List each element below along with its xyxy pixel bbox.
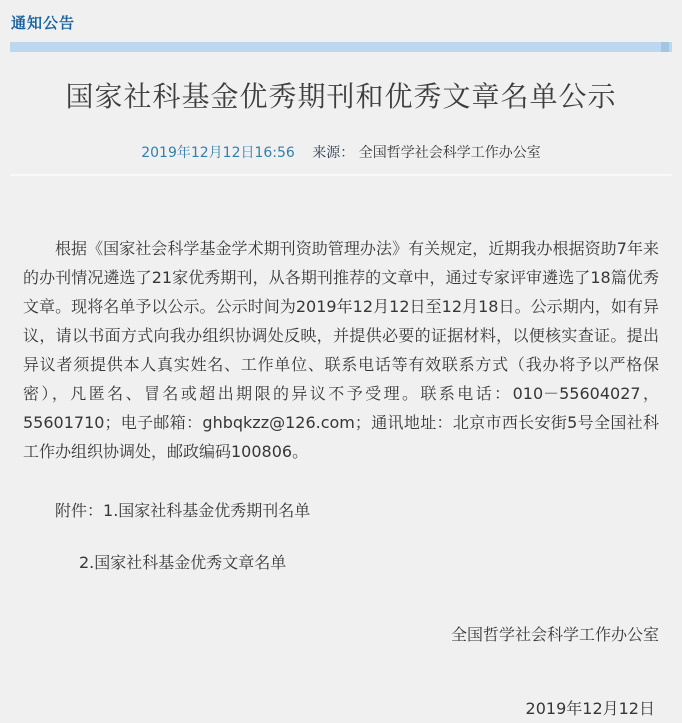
- header-divider-bar: [10, 42, 672, 52]
- attachment-line-2: [23, 548, 659, 577]
- publish-datetime: 2019年12月12日16:56: [141, 145, 295, 161]
- notice-body-paragraph: 根据《国家社会科学基金学术期刊资助管理办法》有关规定，近期我办根据资助7年来的办刊情况遴选了21家优秀期刊，从各期刊推荐的文章中，通过专家评审遴选了18篇优秀文章。现将名单予以公示。公示时间为2019年12月12日至12月18日。公示期内，如有异议，请以书面方式向我办组织协调处反映，并提供必要的证据材料，以便核实查证。提出异议者须提供本人真实姓名、工作单位、联系电话等有效联系方式（我办将予以严格保密），凡匿名、冒名或超出期限的异议不予受理。联系电话：010－55604027，55601710；电子邮箱：ghbqkzz@126.com；通讯地址：北京市西长安街5号全国社科工作办组织协调处，邮政编码100806。: [23, 239, 659, 461]
- source-name: 全国哲学社会科学工作办公室: [358, 145, 541, 161]
- header-bar-end-cap: [661, 42, 669, 52]
- attachment-item-1: 1.国家社科基金优秀期刊名单: [103, 501, 311, 520]
- section-title-notices[interactable]: 通知公告: [11, 14, 76, 32]
- article-meta: [0, 142, 682, 162]
- attachment-line-1: [23, 496, 659, 525]
- source-label: 来源：: [312, 145, 355, 161]
- article-title: 国家社科基金优秀期刊和优秀文章名单公示: [65, 80, 617, 113]
- attachment-item-2: 2.国家社科基金优秀文章名单: [79, 553, 287, 572]
- attachments-label: 附件：: [55, 501, 104, 520]
- article-body: [0, 176, 682, 723]
- signature-org: 全国哲学社会科学工作办公室: [450, 625, 659, 644]
- signature-date: 2019年12月12日: [525, 699, 655, 718]
